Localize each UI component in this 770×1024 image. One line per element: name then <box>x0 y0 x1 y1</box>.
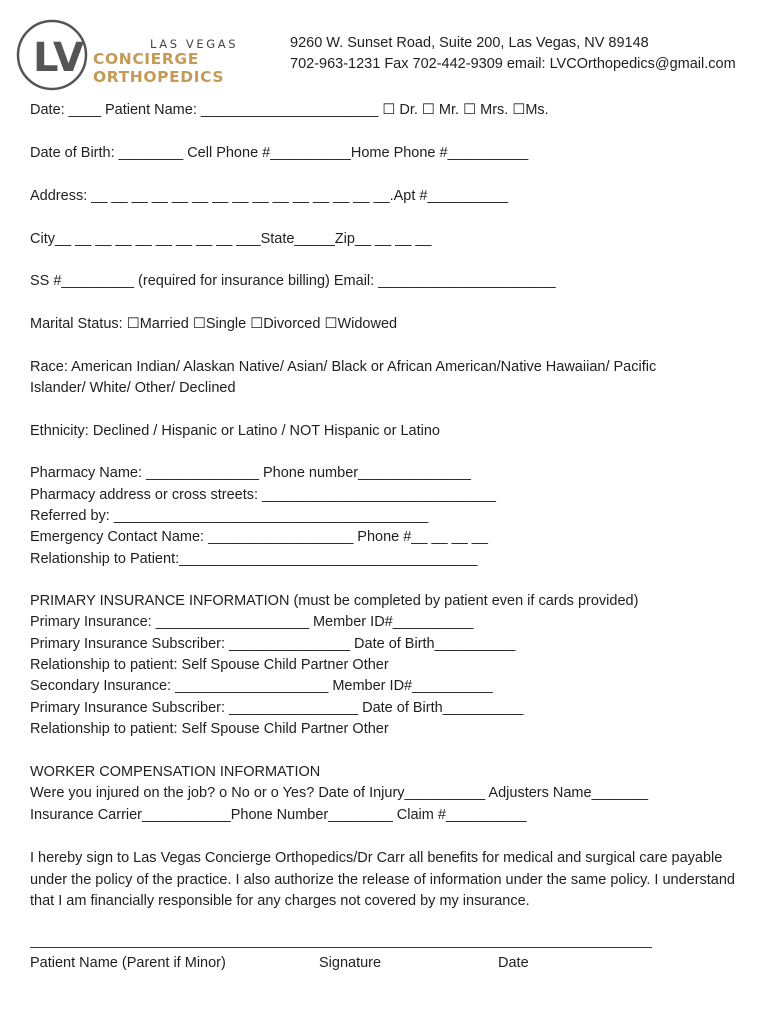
worker-injured-line: Were you injured on the job? o No or o Yes? Date of Injury__________ Adjusters Name_______ <box>30 785 649 801</box>
logo-text-concierge: CONCIERGE ORTHOPEDICS <box>93 50 225 86</box>
address-line: 9260 W. Sunset Road, Suite 200, Las Vegas, NV 89148 <box>290 35 649 51</box>
marital-status-line: Marital Status: ☐Married ☐Single ☐Divorced ☐Widowed <box>30 316 398 332</box>
primary-insurance-header: PRIMARY INSURANCE INFORMATION (must be completed by patient even if cards provided) <box>30 593 639 609</box>
worker-carrier-line: Insurance Carrier___________Phone Number________ Claim #__________ <box>30 807 527 823</box>
signature-label: Signature <box>319 955 382 971</box>
phone-fax-email-line: 702-963-1231 Fax 702-442-9309 email: LVCOrthopedics@gmail.com <box>290 56 736 72</box>
practice-logo <box>14 16 284 94</box>
patient-name-label: Patient Name (Parent if Minor) <box>30 955 226 971</box>
emergency-contact-line: Emergency Contact Name: __________________ Phone #__ __ __ __ <box>30 529 488 545</box>
primary-subscriber-line: Primary Insurance Subscriber: _______________ Date of Birth__________ <box>30 636 516 652</box>
worker-comp-header: WORKER COMPENSATION INFORMATION <box>30 764 321 780</box>
referred-by-line: Referred by: _______________________________________ <box>30 508 429 524</box>
secondary-insurance-line: Secondary Insurance: ___________________ Member ID#__________ <box>30 678 493 694</box>
race-line-2: Islander/ White/ Other/ Declined <box>30 380 236 396</box>
race-line-1: Race: American Indian/ Alaskan Native/ Asian/ Black or African American/Native Hawaiian/ Pacific <box>30 359 657 375</box>
pharmacy-address-line: Pharmacy address or cross streets: _____________________________ <box>30 487 496 503</box>
signature-rule <box>30 947 652 948</box>
relationship-line: Relationship to Patient:_____________________________________ <box>30 551 478 567</box>
authorization-paragraph: I hereby sign to Las Vegas Concierge Orthopedics/Dr Carr all benefits for medical and surgical care payable under the policy of the practice. I also authorize the release of information under the same policy. I understand that I am financially responsible for any charges not covered by my insurance. <box>30 850 735 909</box>
dob-phone-line: Date of Birth: ________ Cell Phone #__________Home Phone #__________ <box>30 145 529 161</box>
ethnicity-line: Ethnicity: Declined / Hispanic or Latino / NOT Hispanic or Latino <box>30 423 440 439</box>
address-line-field: Address: __ __ __ __ __ __ __ __ __ __ __ __ __ __ __.Apt #__________ <box>30 188 509 204</box>
pharmacy-name-line: Pharmacy Name: ______________ Phone number______________ <box>30 465 471 481</box>
secondary-subscriber-line: Primary Insurance Subscriber: ________________ Date of Birth__________ <box>30 700 524 716</box>
logo-text-las-vegas: LAS VEGAS <box>150 37 239 51</box>
practice-contact <box>290 33 736 75</box>
relationship-options-1: Relationship to patient: Self Spouse Child Partner Other <box>30 657 389 673</box>
date-label: Date <box>498 955 529 971</box>
city-state-zip-line: City__ __ __ __ __ __ __ __ __ ___State_____Zip__ __ __ __ <box>30 231 432 247</box>
date-patient-name-line: Date: ____ Patient Name: ______________________ ☐ Dr. ☐ Mr. ☐ Mrs. ☐Ms. <box>30 102 549 118</box>
primary-insurance-line: Primary Insurance: ___________________ Member ID#__________ <box>30 614 474 630</box>
relationship-options-2: Relationship to patient: Self Spouse Child Partner Other <box>30 721 389 737</box>
logo-monogram: LV <box>33 35 84 81</box>
ss-email-line: SS #_________ (required for insurance billing) Email: ______________________ <box>30 273 556 289</box>
